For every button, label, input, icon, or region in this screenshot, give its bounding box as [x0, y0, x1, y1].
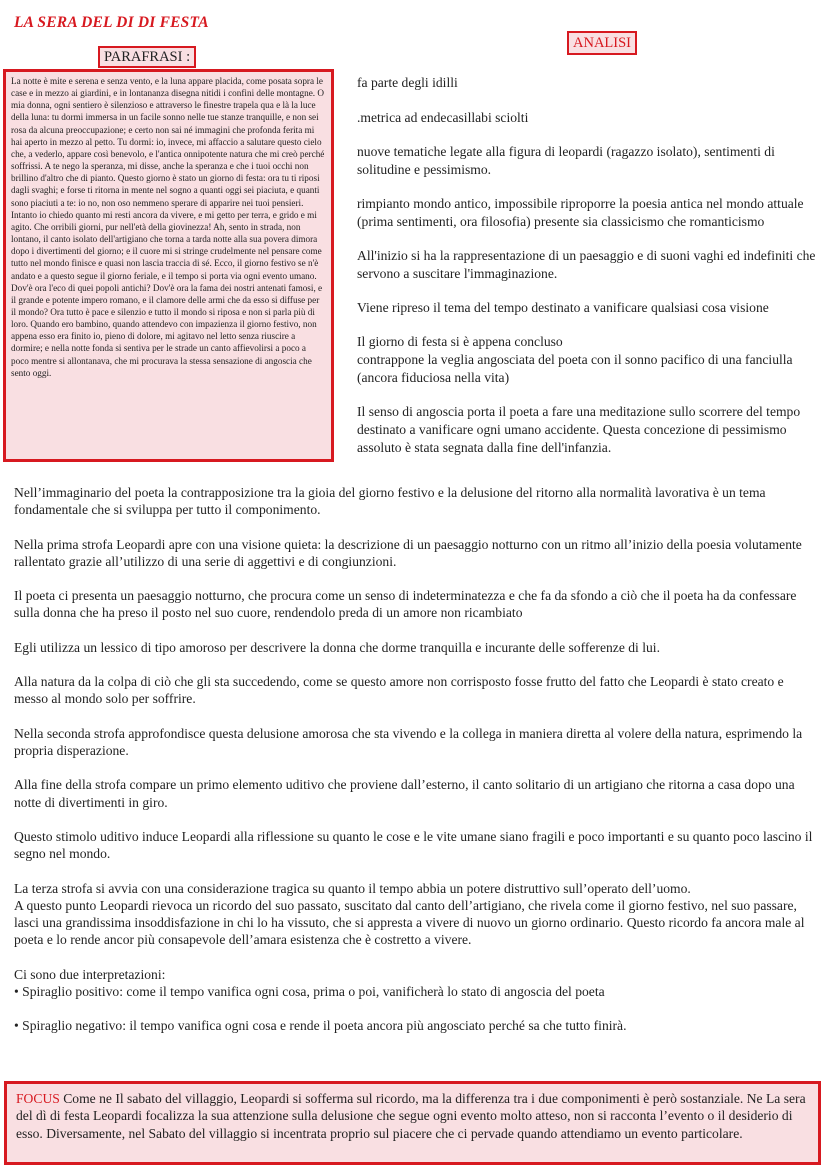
analisi-item: Il giorno di festa si è appena concluso	[357, 334, 563, 349]
paragraph: Nell’immaginario del poeta la contrapposizione tra la gioia del giorno festivo e la delusione del ritorno alla normalità lavorativa è un tema fondamentale che si sviluppa per tutto il componimento.	[14, 485, 766, 518]
paragraph: Alla natura da la colpa di ciò che gli sta succedendo, come se questo amore non corrisposto fosse frutto del fatto che Leopardi è stato creato e messo al mondo solo per soffrire.	[14, 674, 784, 707]
main-text	[14, 484, 820, 1052]
paragraph: Egli utilizza un lessico di tipo amoroso per descrivere la donna che dorme tranquilla e incurante delle sofferenze di lui.	[14, 639, 660, 655]
paragraph: Il poeta ci presenta un paesaggio notturno, che procura come un senso di indeterminatezza e che fa da sfondo a ciò che il poeta ha da confessare sulla donna che ha preso il posto nel suo cuore, rendendolo preda di un amore non ricambiato	[14, 588, 797, 621]
analisi-item: All'inizio si ha la rappresentazione di un paesaggio e di suoni vaghi ed indefiniti che servono a suscitare l'immaginazione.	[357, 248, 816, 281]
parafrasi-label: PARAFRASI :	[98, 46, 196, 68]
bullet-negative: • Spiraglio negativo: il tempo vanifica ogni cosa e rende il poeta ancora più angosciato perché sa che tutto finirà.	[14, 1018, 627, 1034]
analisi-item: Il senso di angoscia porta il poeta a fare una meditazione sullo scorrere del tempo destinato a vanificare ogni umano accidente. Questa concezione di pessimismo assoluto è stata segnata dalla fine dell'infanzia.	[357, 404, 801, 455]
bullet-positive: • Spiraglio positivo: come il tempo vanifica ogni cosa, prima o poi, vanificherà lo stato di angoscia del poeta	[14, 983, 605, 999]
paragraph: Nella seconda strofa approfondisce questa delusione amorosa che sta vivendo e la collega in maniera diretta al volere della natura, esprimendo la propria disperazione.	[14, 725, 803, 758]
focus-box	[4, 1081, 821, 1165]
analisi-item: nuove tematiche legate alla figura di leopardi (ragazzo isolato), sentimenti di solitudine e pessimismo.	[357, 144, 775, 177]
paragraph: Nella prima strofa Leopardi apre con una visione quieta: la descrizione di un paesaggio notturno con un ritmo all’inizio della poesia volutamente rallentato grazie all’utilizzo di una serie di aggettivi e di congiunzioni.	[14, 536, 802, 569]
focus-text: Come ne Il sabato del villaggio, Leopardi si sofferma sul ricordo, ma la differenza tra i due componimenti è però sostanziale. Ne La sera del dì di festa Leopardi focalizza la sua attenzione sulla delusione che segue ogni evento molto atteso, non si racconta l’evento o il desiderio di esso. Diversamente, nel Sabato del villaggio si incentrata proprio sul piacere che ci pervade quando attendiamo un evento particolare.	[16, 1091, 806, 1141]
parafrasi-text: La notte è mite e serena e senza vento, e la luna appare placida, come posata sopra le case e in mezzo ai giardini, e in lontananza disegna nitidi i confini delle montagne. O mia donna, ogni sentiero è silenzioso e attraverso le finestre trapela qua e là la luce della luna: tu dormi immersa in un facile sonno nelle tue stanze tranquille, e non sei rosa da alcuna preoccupazione; e certo non sai né immagini che profonda ferita mi hai aperto in mezzo al petto. Tu dormi: io, invece, mi affaccio a salutare questo cielo che, a vederlo, appare così benevolo, e l'antica onnipotente natura che mi creò perché soffrissi. A te nego la speranza, mi disse, anche la speranza e che i tuoi occhi non brillino d'altro che di pianto. Questo giorno è stato un giorno di festa: ora tu ti riposi dagli svaghi; e forse ti ritorna in mente nel sogno a quanti oggi sei piaciuta, e quanti sono piaciuti a te: io no, non oso nemmeno sperare di apparire nei tuoi pensieri. Intanto io chiedo quanto mi resti ancora da vivere, e mi getto per terra, e grido e mi agito. Che orribili giorni, pur nell'età della giovinezza! Ah, sento in strada, non lontano, il canto isolato dell'artigiano che torna a tarda notte alla sua povera dimora dopo i divertimenti del giorno; e il cuore mi si stringe crudelmente nel pensare come tutto nel mondo finisce e quasi non lascia traccia di sé. Ecco, il giorno festivo se n'è andato e a questo segue il giorno feriale, e il tempo si porta via ogni evento umano. Dov'è ora l'eco di quei popoli antichi? Dov'è ora la fama dei nostri antenati famosi, e il grande e potente impero romano, e il clamore delle armi che da esso si diffuse per il mondo? Ora tutto è pace e silenzio e tutto il mondo si riposa e non si parla più di loro. Quando ero bambino, quando attendevo con impazienza il giorno festivo, non appena esso era finito io, pieno di dolore, mi agitavo nel letto senza riuscire a dormire; e nella notte fonda si sentiva per le strade un canto affievolirsi a poco a poco mentre si allontanava, che mi procurava la stessa sensazione di angoscia che sento oggi.	[11, 76, 325, 378]
focus-label: FOCUS	[16, 1091, 60, 1106]
analisi-item: .metrica ad endecasillabi sciolti	[357, 110, 529, 125]
paragraph: A questo punto Leopardi rievoca un ricordo del suo passato, suscitato dal canto dell’artigiano, che rivela come il giorno festivo, nel suo passare, lasci una grandissima insoddisfazione in chi lo ha vissuto, che si appresta a vivere di nuovo un giorno ordinario. Questo ricordo fa ancora male al poeta e lo rende ancor più consapevole dell’amara esistenza che è costretto a vivere.	[14, 897, 805, 948]
paragraph: Alla fine della strofa compare un primo elemento uditivo che proviene dall’esterno, il canto solitario di un artigiano che ritorna a casa dopo una notte di divertimenti in giro.	[14, 777, 795, 810]
analisi-item: contrappone la veglia angosciata del poeta con il sonno pacifico di una fanciulla (ancora fiduciosa nella vita)	[357, 352, 793, 385]
paragraph: Questo stimolo uditivo induce Leopardi alla riflessione su quanto le cose e le vite umane siano fragili e poco importanti e su quanto poco lascino il segno nel mondo.	[14, 828, 813, 862]
analisi-item: Viene ripreso il tema del tempo destinato a vanificare qualsiasi cosa visione	[357, 300, 769, 315]
analisi-item: fa parte degli idilli	[357, 75, 458, 90]
analisi-section	[357, 74, 819, 457]
document-title: LA SERA DEL DI DI FESTA	[14, 14, 209, 31]
paragraph: La terza strofa si avvia con una considerazione tragica su quanto il tempo abbia un potere distruttivo sull’operato dell’uomo.	[14, 880, 691, 896]
paragraph: Ci sono due interpretazioni:	[14, 966, 166, 982]
analisi-label: ANALISI	[567, 31, 637, 55]
parafrasi-box	[3, 69, 334, 462]
analisi-item: rimpianto mondo antico, impossibile riproporre la poesia antica nel mondo attuale (prima sentimenti, ora filosofia) presente sia classicismo che romanticismo	[357, 196, 804, 229]
